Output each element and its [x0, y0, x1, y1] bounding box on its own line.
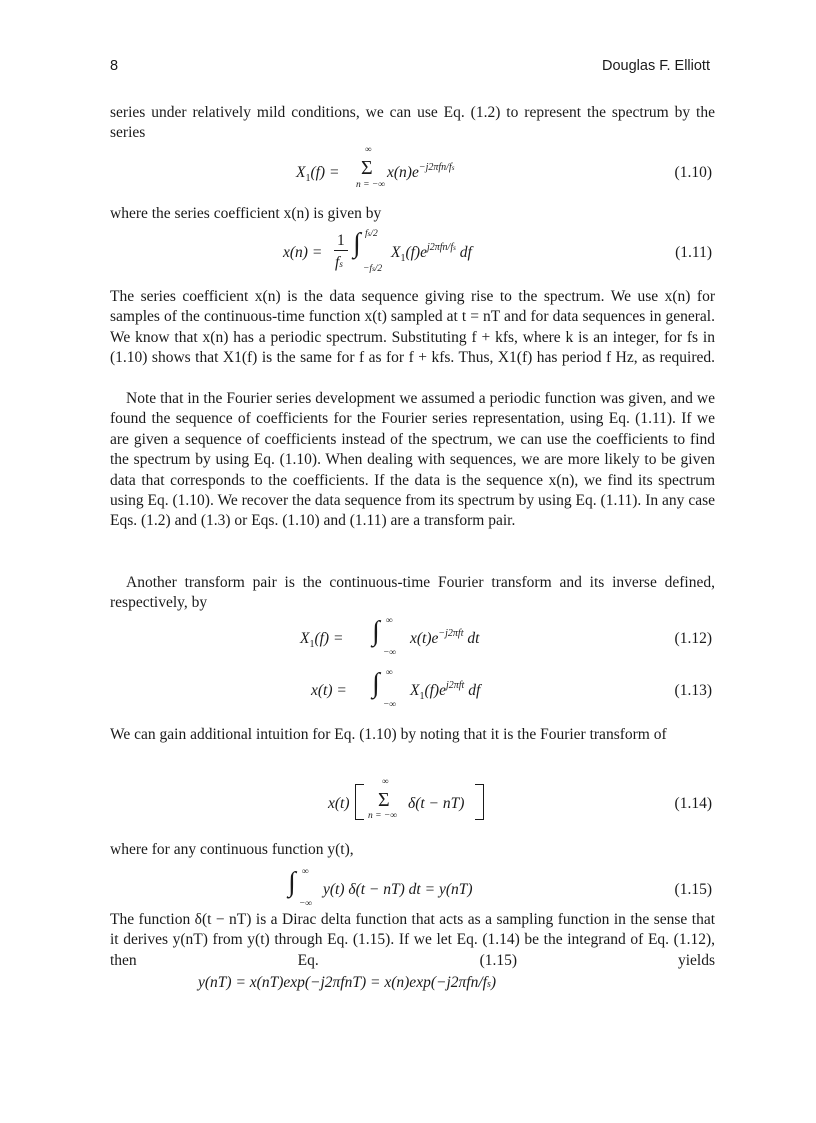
paragraph-data-sequence: The series coefficient x(n) is the data sequence giving rise to the spectrum. We use x(n) for samples of the continuous-time function x(t) sampled at t = nT and for data sequences in general. We know that x(n) has a periodic spectrum. Substituting f + kfs, where k is an integer, for fs in (1.10) shows that X1(f) is the same for f as for f + kfs. Thus, X1(f) has period f Hz, as required. [110, 288, 715, 367]
equation-number: (1.12) [674, 630, 712, 647]
paragraph-coefficient: where the series coefficient x(n) is given by [110, 205, 382, 222]
equation-sampled-exp: y(nT) = x(nT)exp(−j2πfnT) = x(n)exp(−j2πfn/fs) [198, 974, 497, 991]
paragraph-transform-pair: Note that in the Fourier series development we assumed a periodic function was given, and we found the sequence of coefficients for the Fourier series representation, using Eq. (1.11). If we are given a sequence of coefficients instead of the spectrum, we can use the coefficients to find the spectrum by using Eq. (1.10). When dealing with sequences, we are more likely to be given data that corresponds to the coefficients. If the data is the sequence x(n), we find its spectrum using Eq. (1.10). We recover the data sequence from its spectrum by using Eq. (1.11). In any case Eqs. (1.2) and (1.3) or Eqs. (1.10) and (1.11) are a transform pair. [110, 390, 715, 530]
equation-number: (1.15) [674, 881, 712, 898]
author-name: Douglas F. Elliott [602, 58, 710, 74]
equation-number: (1.14) [674, 795, 712, 812]
page-number: 8 [110, 58, 119, 74]
equation-1-13: x(t) = ∫ ∞ −∞ $X_1(f)e^{j2\pi ft}$ df (1.13) [311, 668, 712, 710]
equation-1-11: x(n) = 1 fs ∫ fs/2 −fs/2 $X_1(f)e^{j2\pi fn/fs}$ df (1.11) [283, 228, 712, 274]
equation-1-15: ∫ ∞ −∞ y(t) δ(t − nT) dt = y(nT) (1.15) [288, 867, 712, 909]
paragraph-dirac-delta: The function δ(t − nT) is a Dirac delta function that acts as a sampling function in the sense that it derives y(nT) from y(t) through Eq. (1.15). If we let Eq. (1.14) be the integrand of Eq. (1.12), then Eq. (1.15) yields [110, 911, 715, 969]
paragraph-intuition: We can gain additional intuition for Eq. (1.10) by noting that it is the Fourier transform of [110, 726, 667, 743]
paragraph-continuous-function: where for any continuous function y(t), [110, 841, 354, 858]
equation-number: (1.10) [674, 164, 712, 181]
equation-1-12: $X_1(f)$ = ∫ ∞ −∞ $x(t)e^{-j2\pi ft}$ dt (1.12) [300, 616, 712, 658]
running-header [110, 58, 710, 82]
equation-number: (1.13) [674, 682, 712, 699]
equation-1-14: x(t) ∞ Σ n = −∞ δ(t − nT) (1.14) [328, 776, 712, 821]
paragraph-intro: series under relatively mild conditions, we can use Eq. (1.2) to represent the spectrum by the series [110, 104, 715, 142]
equation-number: (1.11) [675, 244, 712, 261]
equation-1-10: $X_1(f)$ = ∞ Σ n = −∞ $x(n)e^{-j2\pi fn/fs}$ (1.10) [296, 144, 712, 190]
paragraph-fourier-pair: Another transform pair is the continuous-time Fourier transform and its inverse defined, respectively, by [110, 574, 715, 612]
